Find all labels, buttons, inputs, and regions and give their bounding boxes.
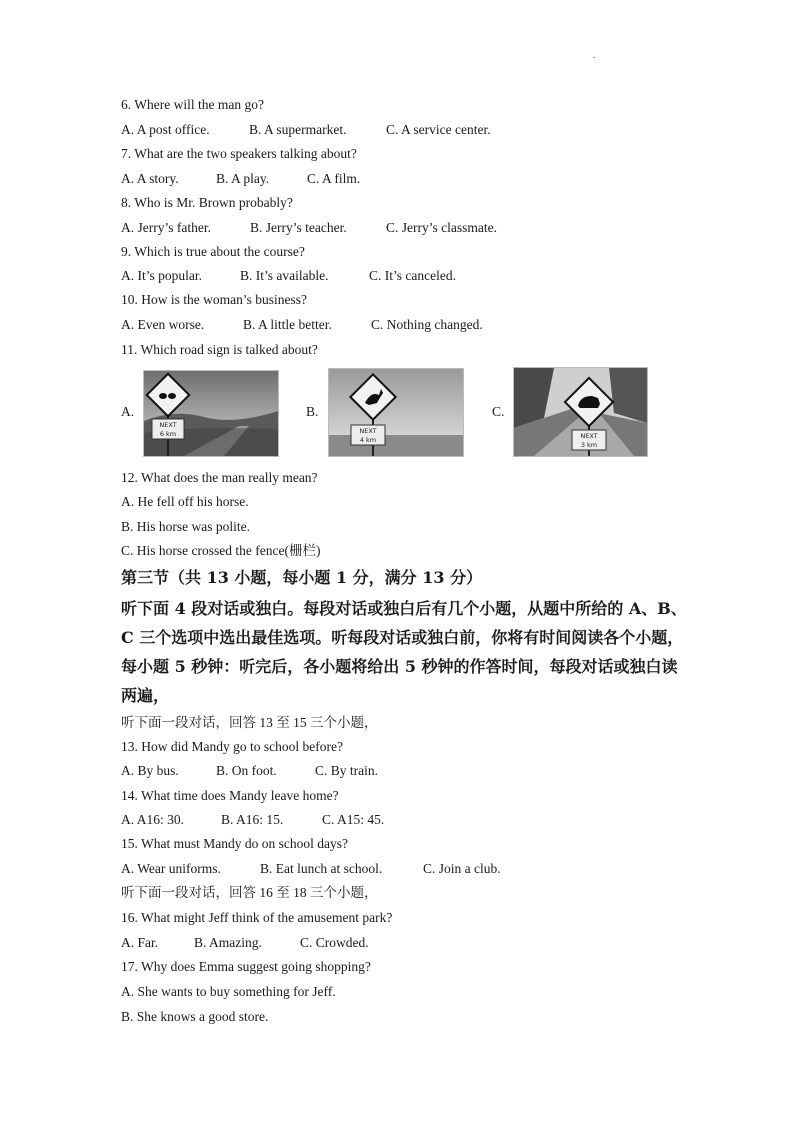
- question-12: 12. What does the man really mean?: [121, 470, 318, 485]
- option-c[interactable]: C. Crowded.: [300, 935, 369, 950]
- sign-next-text: NEXT: [580, 432, 598, 440]
- option-c-label: C.: [492, 404, 505, 419]
- option-a[interactable]: A. By bus.: [121, 763, 179, 778]
- option-a[interactable]: A. Jerry’s father.: [121, 220, 211, 235]
- question-16: 16. What might Jeff think of the amusement park?: [121, 910, 393, 925]
- option-c[interactable]: C. A15: 45.: [322, 812, 385, 827]
- dialog-intro-1: 听下面一段对话，回答 13 至 15 三个小题，: [121, 715, 378, 730]
- question-17: 17. Why does Emma suggest going shopping?: [121, 959, 371, 974]
- option-a-label: A.: [121, 404, 135, 419]
- question-16-options: [121, 934, 369, 952]
- option-a[interactable]: A. It’s popular.: [121, 268, 202, 283]
- instructions-line-4: 两遍，: [121, 686, 170, 705]
- question-15: 15. What must Mandy do on school days?: [121, 836, 348, 851]
- elephant-icon: [159, 393, 167, 399]
- question-15-options: [121, 860, 501, 878]
- option-b[interactable]: B. A16: 15.: [221, 812, 284, 827]
- section-heading: 第三节（共 13 小题，每小题 1 分，满分 13 分）: [121, 568, 483, 587]
- instructions-line-3: 每小题 5 秒钟：听完后，各小题将给出 5 秒钟的作答时间，每段对话或独白读: [121, 657, 678, 676]
- question-6-options: [121, 121, 491, 139]
- option-b[interactable]: B. Amazing.: [194, 935, 262, 950]
- option-b[interactable]: B. She knows a good store.: [121, 1009, 269, 1024]
- sign-next-text: NEXT: [159, 421, 177, 429]
- sign-distance-text: 3 km: [580, 441, 598, 449]
- option-a[interactable]: A. She wants to buy something for Jeff.: [121, 984, 336, 999]
- question-14: 14. What time does Mandy leave home?: [121, 788, 339, 803]
- option-c[interactable]: C. A service center.: [386, 122, 491, 137]
- instructions-line-1: 听下面 4 段对话或独白。每段对话或独白后有几个小题，从题中所给的 A、B、: [121, 599, 687, 618]
- option-b[interactable]: B. It’s available.: [240, 268, 329, 283]
- question-8-options: [121, 219, 497, 237]
- sign-distance-text: 4 km: [359, 436, 377, 444]
- option-a[interactable]: A. A story.: [121, 171, 179, 186]
- option-c[interactable]: C. By train.: [315, 763, 378, 778]
- option-a[interactable]: A. Far.: [121, 935, 159, 950]
- question-7-options: [121, 170, 360, 188]
- option-b[interactable]: B. On foot.: [216, 763, 277, 778]
- option-a[interactable]: A. He fell off his horse.: [121, 494, 249, 509]
- question-10-options: [121, 316, 483, 334]
- question-13-options: [121, 762, 378, 780]
- option-a[interactable]: A. A post office.: [121, 122, 210, 137]
- question-7: 7. What are the two speakers talking about?: [121, 146, 357, 161]
- option-b[interactable]: B. His horse was polite.: [121, 519, 250, 534]
- option-c[interactable]: C. Jerry’s classmate.: [386, 220, 497, 235]
- option-b[interactable]: B. Jerry’s teacher.: [250, 220, 347, 235]
- question-11: 11. Which road sign is talked about?: [121, 342, 318, 357]
- option-b[interactable]: B. A supermarket.: [249, 122, 347, 137]
- sign-distance-text: 6 km: [159, 430, 177, 438]
- dialog-intro-2: 听下面一段对话，回答 16 至 18 三个小题，: [121, 885, 378, 900]
- option-c[interactable]: C. Nothing changed.: [371, 317, 483, 332]
- option-c[interactable]: C. It’s canceled.: [369, 268, 456, 283]
- option-b[interactable]: B. A play.: [216, 171, 270, 186]
- question-13: 13. How did Mandy go to school before?: [121, 739, 343, 754]
- instructions-line-2: C 三个选项中选出最佳选项。听每段对话或独白前，你将有时间阅读各个小题，: [121, 628, 684, 647]
- road-sign-photo-a[interactable]: [143, 370, 279, 457]
- question-9: 9. Which is true about the course?: [121, 244, 305, 259]
- option-b[interactable]: B. Eat lunch at school.: [260, 861, 383, 876]
- question-10: 10. How is the woman’s business?: [121, 292, 307, 307]
- sign-next-text: NEXT: [359, 427, 377, 435]
- road-sign-photo-c[interactable]: [513, 367, 648, 457]
- option-c[interactable]: C. A film.: [307, 171, 361, 186]
- option-a[interactable]: A. A16: 30.: [121, 812, 185, 827]
- question-8: 8. Who is Mr. Brown probably?: [121, 195, 293, 210]
- option-c[interactable]: C. Join a club.: [423, 861, 501, 876]
- page-mark: .: [593, 50, 596, 61]
- option-b[interactable]: B. A little better.: [243, 317, 332, 332]
- question-6: 6. Where will the man go?: [121, 97, 264, 112]
- option-a[interactable]: A. Wear uniforms.: [121, 861, 221, 876]
- option-a[interactable]: A. Even worse.: [121, 317, 205, 332]
- option-b-label: B.: [306, 404, 319, 419]
- question-9-options: [121, 267, 456, 285]
- road-sign-photo-b[interactable]: [328, 368, 464, 457]
- option-c[interactable]: C. His horse crossed the fence(栅栏): [121, 543, 321, 558]
- question-14-options: [121, 811, 384, 829]
